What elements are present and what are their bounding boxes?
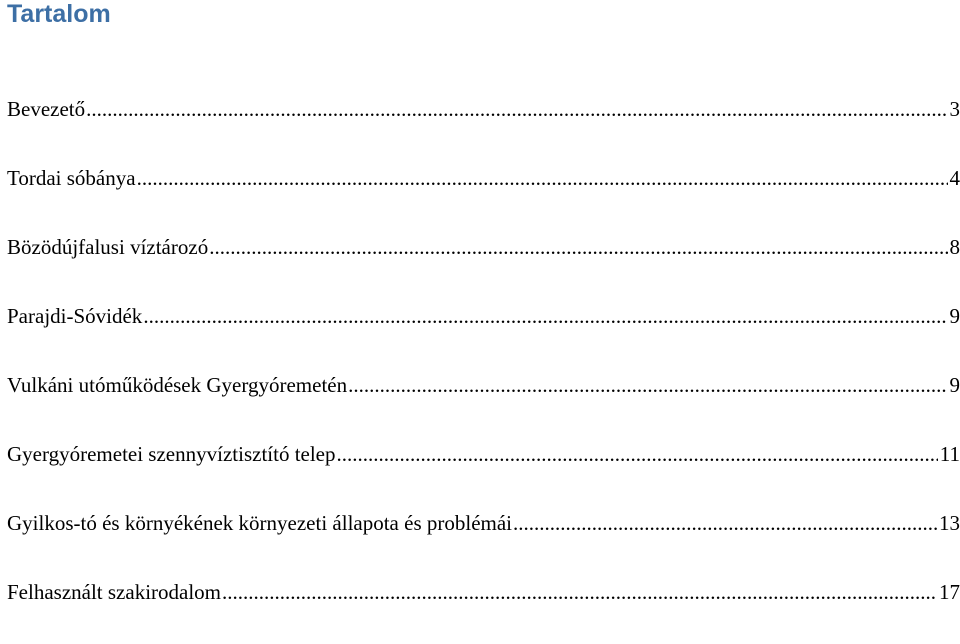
toc-dot-leader <box>222 575 937 609</box>
toc-dot-leader <box>337 437 938 471</box>
toc-page-number: 3 <box>950 92 960 126</box>
toc-page-number: 13 <box>939 506 960 540</box>
toc-entry[interactable] <box>7 92 960 161</box>
toc-entry-label: Vulkáni utóműködések Gyergyóremetén <box>7 368 347 402</box>
toc-entry-label: Bevezető <box>7 92 85 126</box>
toc-entry-label: Parajdi-Sóvidék <box>7 299 142 333</box>
toc-page-number: 9 <box>950 368 960 402</box>
toc-dot-leader <box>513 506 937 540</box>
table-of-contents <box>7 92 960 644</box>
toc-entry[interactable] <box>7 575 960 644</box>
toc-entry[interactable] <box>7 506 960 575</box>
toc-page-number: 17 <box>939 575 960 609</box>
toc-entry-label: Gyergyóremetei szennyvíztisztító telep <box>7 437 336 471</box>
toc-entry[interactable] <box>7 299 960 368</box>
toc-dot-leader <box>86 92 947 126</box>
toc-entry[interactable] <box>7 437 960 506</box>
toc-page-number: 11 <box>940 437 960 471</box>
toc-dot-leader <box>137 161 948 195</box>
toc-dot-leader <box>209 230 947 264</box>
toc-heading: Tartalom <box>7 0 111 30</box>
toc-dot-leader <box>348 368 947 402</box>
toc-page-number: 4 <box>950 161 960 195</box>
toc-entry-label: Tordai sóbánya <box>7 161 136 195</box>
toc-entry-label: Felhasznált szakirodalom <box>7 575 221 609</box>
toc-page-number: 9 <box>950 299 960 333</box>
toc-entry[interactable] <box>7 161 960 230</box>
toc-entry[interactable] <box>7 230 960 299</box>
toc-entry-label: Bözödújfalusi víztározó <box>7 230 208 264</box>
toc-dot-leader <box>143 299 947 333</box>
toc-entry-label: Gyilkos-tó és környékének környezeti állapota és problémái <box>7 506 512 540</box>
toc-page-number: 8 <box>950 230 960 264</box>
toc-entry[interactable] <box>7 368 960 437</box>
